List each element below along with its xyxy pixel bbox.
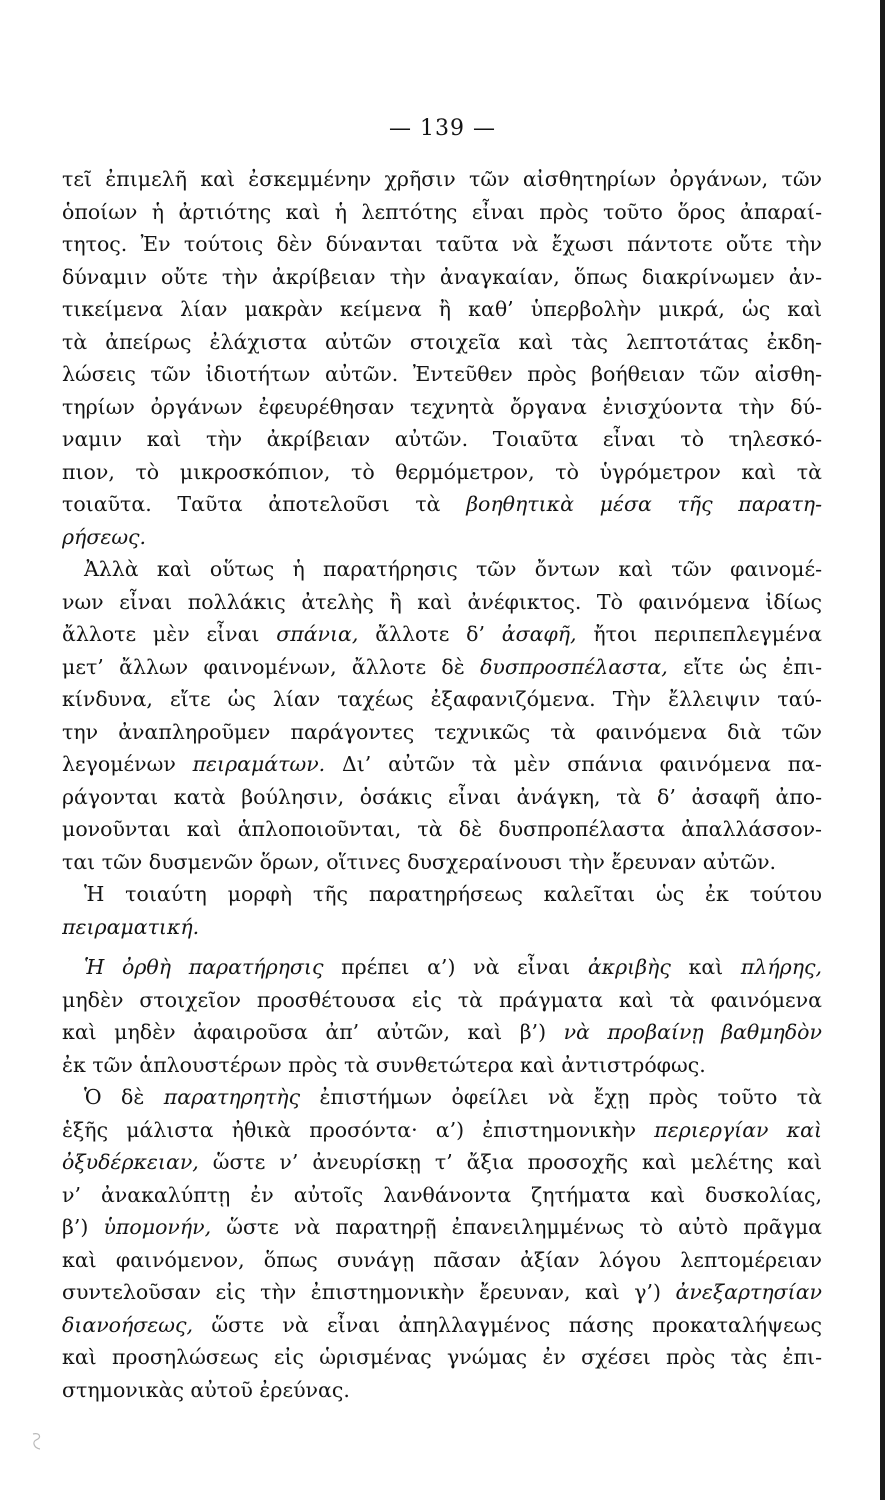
- text-segment: μετ’ ἄλλων φαινομένων, ἄλλοτε δὲ: [62, 654, 481, 679]
- text-line: [62, 553, 822, 586]
- text-segment: ἐπιστήμων ὀφείλει νὰ ἔχῃ πρὸς τοῦτο τὰ: [300, 1085, 822, 1109]
- text-segment: ἄλλοτε δ’: [358, 622, 502, 646]
- paragraph: [62, 1081, 822, 1406]
- page-number: — 139 —: [389, 116, 496, 141]
- text-line: [62, 326, 822, 359]
- text-segment: τικείμενα λίαν μακρὰν κείμενα ἢ καθ’ ὑπερβολὴν μικρά, ὡς καὶ: [62, 297, 822, 321]
- text-segment: μηδὲν στοιχεῖον προσθέτουσα εἰς τὰ πράγματα καὶ τὰ φαινόμενα: [62, 987, 822, 1012]
- italic-segment: Ἡ ὀρθὴ παρατήρησις: [84, 955, 324, 979]
- text-line: [62, 951, 822, 984]
- text-line: [62, 423, 822, 456]
- text-segment: ἄλλοτε μὲν εἶναι: [62, 622, 277, 646]
- text-segment: λώσεις τῶν ἰδιοτήτων αὐτῶν. Ἐντεῦθεν πρὸς βοήθειαν τῶν αἰσθη-: [62, 362, 822, 386]
- italic-segment: ὑπομονήν,: [103, 1215, 212, 1239]
- text-line: [62, 1309, 822, 1342]
- text-segment: καὶ μηδὲν ἀφαιροῦσα ἀπ’ αὐτῶν, καὶ β’): [62, 1020, 564, 1044]
- text-line: [62, 391, 822, 424]
- text-segment: ναμιν καὶ τὴν ἀκρίβειαν αὐτῶν. Τοιαῦτα εἶναι τὸ τηλεσκό-: [62, 427, 822, 451]
- text-line: [62, 1179, 822, 1212]
- text-line: [62, 521, 822, 554]
- text-line: [62, 1016, 822, 1049]
- text-segment: Δι’ αὐτῶν τὰ μὲν σπάνια φαινόμενα πα-: [325, 752, 822, 776]
- text-segment: εἴτε ὡς ἐπι-: [667, 654, 822, 679]
- paragraph: [62, 951, 822, 1081]
- text-line: [62, 488, 822, 521]
- italic-segment: βοηθητικὰ μέσα τῆς παρατη-: [466, 492, 822, 516]
- text-segment: κίνδυνα, εἴτε ὡς λίαν ταχέως ἐξαφανιζόμενα. Τὴν ἔλλειψιν ταύ-: [62, 687, 822, 711]
- text-line: [62, 358, 822, 391]
- text-line: [62, 748, 822, 781]
- text-segment: τητος. Ἐν τούτοις δὲν δύνανται ταῦτα νὰ ἔχωσι πάντοτε οὔτε τὴν: [62, 232, 822, 256]
- text-segment: Ὁ δὲ: [84, 1085, 164, 1109]
- text-segment: νων εἶναι πολλάκις ἀτελὴς ἢ καὶ ἀνέφικτος. Τὸ φαινόμενα ἰδίως: [62, 589, 822, 614]
- text-segment: ράγονται κατὰ βούλησιν, ὁσάκις εἶναι ἀνάγκη, τὰ δ’ ἀσαφῆ ἀπο-: [62, 784, 822, 809]
- text-segment: καὶ: [670, 955, 741, 979]
- text-line: [62, 293, 822, 326]
- text-line: [62, 846, 822, 879]
- text-segment: ὥστε νὰ παρατηρῇ ἐπανειλημμένως τὸ αὐτὸ πρᾶγμα: [211, 1215, 822, 1239]
- italic-segment: ἀσαφῆ,: [501, 622, 577, 646]
- text-line: [62, 651, 822, 684]
- text-line: [62, 911, 822, 944]
- italic-segment: νὰ προβαίνῃ βαθμηδὸν: [563, 1020, 822, 1044]
- text-line: [62, 1146, 822, 1179]
- text-segment: ἐκ τῶν ἁπλουστέρων πρὸς τὰ συνθετώτερα καὶ ἀντιστρόφως.: [62, 1052, 706, 1077]
- text-segment: καὶ φαινόμενον, ὅπως συνάγῃ πᾶσαν ἀξίαν λόγου λεπτομέρειαν: [62, 1247, 822, 1272]
- text-line: [62, 261, 822, 294]
- text-segment: μονοῦνται καὶ ἁπλοποιοῦνται, τὰ δὲ δυσπροπέλαστα ἀπαλλάσσον-: [62, 817, 822, 841]
- text-segment: λεγομένων: [62, 752, 193, 776]
- text-line: [62, 163, 822, 196]
- text-segment: πρέπει α’) νὰ εἶναι: [323, 955, 588, 979]
- text-line: [62, 1374, 822, 1407]
- text-segment: τὰ ἀπείρως ἐλάχιστα αὐτῶν στοιχεῖα καὶ τὰς λεπτοτάτας ἐκδη-: [62, 329, 822, 354]
- text-segment: τεῖ ἐπιμελῆ καὶ ἐσκεμμένην χρῆσιν τῶν αἰσθητηρίων ὀργάνων, τῶν: [62, 167, 822, 191]
- italic-segment: παρατηρητὴς: [163, 1085, 301, 1109]
- text-segment: ται τῶν δυσμενῶν ὅρων, οἵτινες δυσχεραίνουσι τὴν ἔρευναν αὐτῶν.: [62, 849, 777, 874]
- text-line: [62, 456, 822, 489]
- text-line: [62, 618, 822, 651]
- text-segment: ἑξῆς μάλιστα ἠθικὰ προσόντα· α’) ἐπιστημονικὴν: [62, 1117, 655, 1142]
- text-line: [62, 586, 822, 619]
- text-line: [62, 1211, 822, 1244]
- text-segment: πιον, τὸ μικροσκόπιον, τὸ θερμόμετρον, τὸ ὑγρόμετρον καὶ τὰ: [62, 459, 822, 484]
- text-segment: ν’ ἀνακαλύπτῃ ἐν αὐτοῖς λανθάνοντα ζητήματα καὶ δυσκολίας,: [62, 1182, 822, 1207]
- italic-segment: ὀξυδέρκειαν,: [62, 1150, 199, 1174]
- text-segment: Ἡ τοιαύτη μορφὴ τῆς παρατηρήσεως καλεῖται ὡς ἐκ τούτου: [84, 882, 822, 906]
- text-line: [62, 984, 822, 1017]
- paragraph: [62, 163, 822, 553]
- text-segment: ἤτοι περιπεπλεγμένα: [576, 622, 822, 646]
- italic-segment: διανοήσεως,: [62, 1312, 194, 1337]
- text-line: [62, 1049, 822, 1082]
- text-segment: καὶ προσηλώσεως εἰς ὡρισμένας γνώμας ἐν σχέσει πρὸς τὰς ἐπι-: [62, 1345, 822, 1369]
- text-segment: ὥστε ν’ ἀνευρίσκῃ τ’ ἄξια προσοχῆς καὶ μελέτης καὶ: [198, 1150, 822, 1174]
- italic-segment: ρήσεως.: [62, 524, 147, 549]
- italic-segment: ἀνεξαρτησίαν: [675, 1280, 822, 1304]
- text-line: [62, 1081, 822, 1114]
- text-line: [62, 1244, 822, 1277]
- text-line: [62, 716, 822, 749]
- italic-segment: πειραματική.: [62, 914, 200, 939]
- italic-segment: περιεργίαν καὶ: [654, 1117, 822, 1142]
- text-segment: συντελοῦσαν εἰς τὴν ἐπιστημονικὴν ἔρευναν, καὶ γ’): [62, 1280, 676, 1304]
- text-segment: στημονικὰς αὐτοῦ ἐρεύνας.: [62, 1377, 350, 1402]
- italic-segment: πειραμάτων.: [192, 752, 326, 776]
- text-segment: ὁποίων ἡ ἀρτιότης καὶ ἡ λεπτότης εἶναι πρὸς τοῦτο ὅρος ἀπαραί-: [62, 199, 822, 224]
- text-segment: τηρίων ὀργάνων ἐφευρέθησαν τεχνητὰ ὄργανα ἐνισχύοντα τὴν δύ-: [62, 394, 822, 419]
- paragraph: [62, 878, 822, 943]
- text-line: [62, 1276, 822, 1309]
- scan-edge-shadow: [880, 0, 885, 1500]
- body-text: [62, 163, 822, 1406]
- italic-segment: σπάνια,: [276, 622, 359, 646]
- italic-segment: πλήρης,: [740, 955, 822, 979]
- text-segment: δύναμιν οὔτε τὴν ἀκρίβειαν τὴν ἀναγκαίαν, ὅπως διακρίνωμεν ἀν-: [62, 264, 822, 289]
- text-line: [62, 813, 822, 846]
- text-line: [62, 683, 822, 716]
- text-segment: την ἀναπληροῦμεν παράγοντες τεχνικῶς τὰ φαινόμενα διὰ τῶν: [62, 719, 822, 744]
- pencil-mark-icon: [30, 1430, 44, 1452]
- text-line: [62, 196, 822, 229]
- text-segment: τοιαῦτα. Ταῦτα ἀποτελοῦσι τὰ: [62, 492, 467, 516]
- text-segment: Ἀλλὰ καὶ οὕτως ἡ παρατήρησις τῶν ὄντων καὶ τῶν φαινομέ-: [84, 557, 822, 581]
- text-line: [62, 878, 822, 911]
- paragraph: [62, 553, 822, 878]
- text-line: [62, 228, 822, 261]
- text-segment: ὥστε νὰ εἶναι ἀπηλλαγμένος πάσης προκαταλήψεως: [193, 1312, 822, 1337]
- text-line: [62, 1114, 822, 1147]
- text-line: [62, 1341, 822, 1374]
- text-segment: β’): [62, 1215, 104, 1239]
- italic-segment: ἀκριβὴς: [587, 955, 671, 979]
- italic-segment: δυσπροσπέλαστα,: [480, 654, 668, 679]
- text-line: [62, 781, 822, 814]
